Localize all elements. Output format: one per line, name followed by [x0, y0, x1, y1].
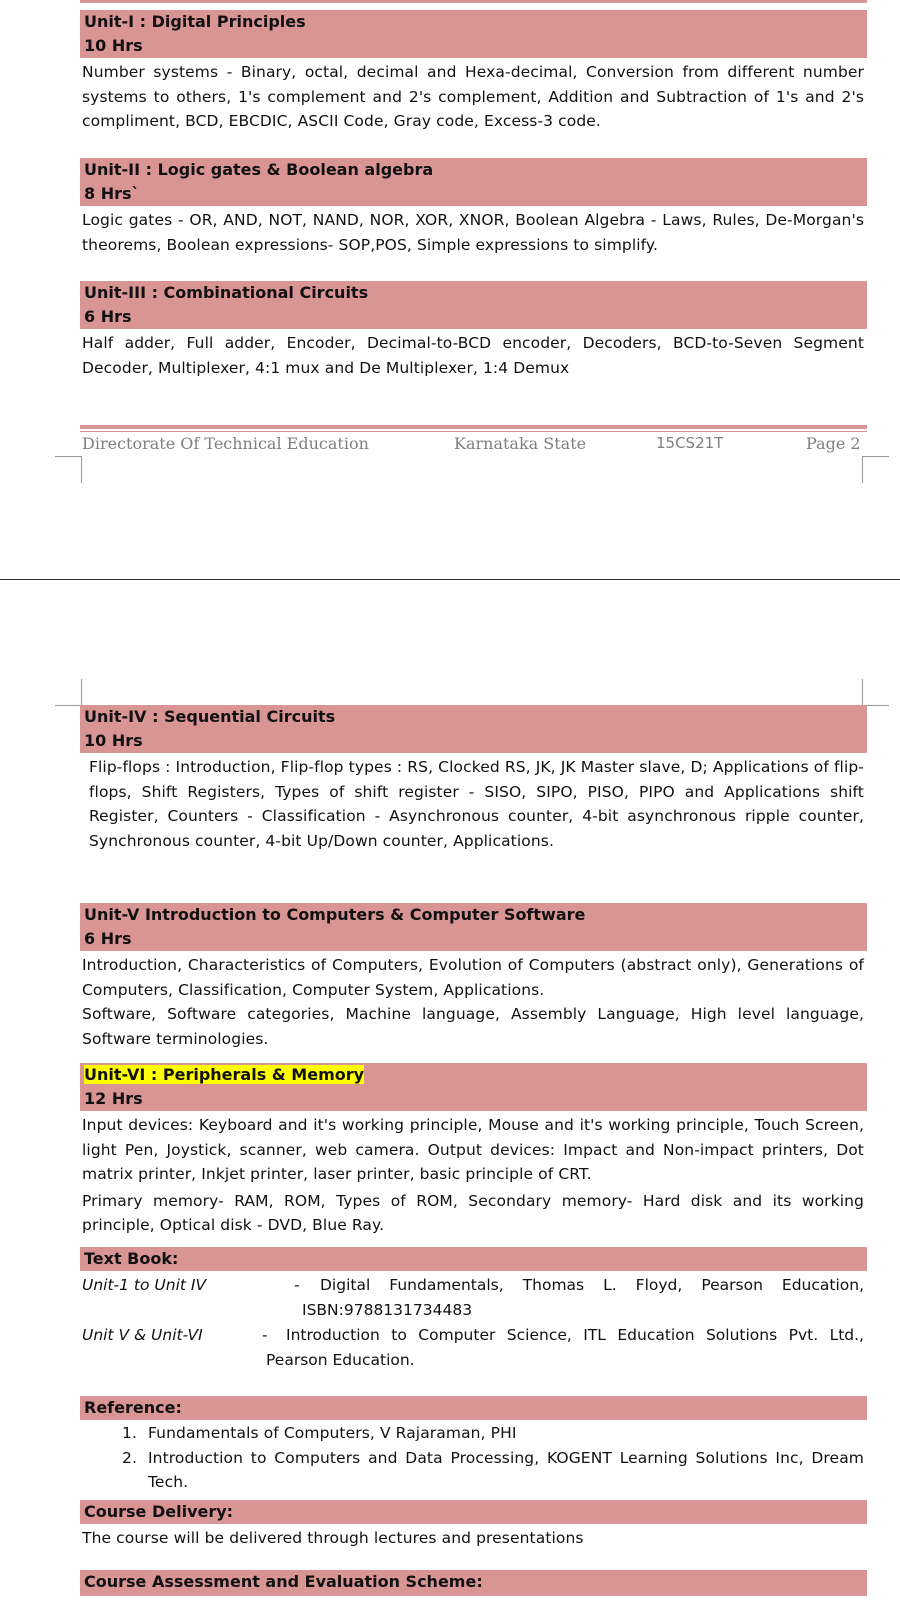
dash: - [294, 1276, 300, 1294]
unit-5-body [82, 953, 864, 1051]
unit-title: Unit-II : Logic gates & Boolean algebra [84, 160, 434, 179]
unit-2-body [82, 208, 864, 257]
unit-title: Unit-III : Combinational Circuits [84, 283, 369, 302]
textbook-heading: Text Book: [84, 1249, 179, 1268]
unit-title: Unit-V Introduction to Computers & Computer Software [84, 905, 586, 924]
footer-state: Karnataka State [454, 434, 587, 453]
unit-hours: 12 Hrs [84, 1089, 143, 1108]
unit-3-body [82, 331, 864, 380]
assessment-header [80, 1570, 867, 1596]
reference-heading: Reference: [84, 1398, 182, 1417]
footer-code: 15CS21T [656, 434, 724, 452]
textbook-label: Unit V & Unit-VI [82, 1326, 203, 1344]
footer-rule [80, 425, 867, 429]
textbook-label: Unit-1 to Unit IV [82, 1276, 207, 1294]
assessment-heading: Course Assessment and Evaluation Scheme: [84, 1572, 483, 1591]
paragraph: Introduction, Characteristics of Computers, Evolution of Computers (abstract only), Generations of Computers, Classification, Computer System, Applications. [82, 956, 864, 999]
footer-page: Page 2 [806, 434, 861, 453]
unit-3-header [80, 281, 867, 329]
unit-6-body [82, 1113, 864, 1238]
textbook-header [80, 1247, 867, 1271]
unit-hours: 6 Hrs [84, 929, 132, 948]
textbook-text: Digital Fundamentals, Thomas L. Floyd, Pearson Education, [320, 1276, 864, 1294]
textbook-row-2 [82, 1323, 864, 1372]
crop-mark [862, 456, 889, 483]
paragraph: Logic gates - OR, AND, NOT, NAND, NOR, XOR, XNOR, Boolean Algebra - Laws, Rules, De-Morgan's theorems, Boolean expressions- SOP,POS, Simple expressions to simplify. [82, 211, 864, 254]
unit-2-header [80, 158, 867, 206]
unit-title: Unit-IV : Sequential Circuits [84, 707, 336, 726]
top-rule [80, 0, 867, 3]
delivery-header [80, 1500, 867, 1524]
paragraph: Input devices: Keyboard and it's working principle, Mouse and it's working principle, Touch Screen, light Pen, Joystick, scanner, web camera. Output devices: Impact and Non-impact printers, Dot matrix printer, Inkjet printer, laser printer, basic principle of CRT. [82, 1116, 864, 1183]
paragraph: Half adder, Full adder, Encoder, Decimal-to-BCD encoder, Decoders, BCD-to-Seven Segment Decoder, Multiplexer, 4:1 mux and De Multiplexer, 1:4 Demux [82, 334, 864, 377]
unit-1-header [80, 10, 867, 58]
paragraph: Primary memory- RAM, ROM, Types of ROM, Secondary memory- Hard disk and its working principle, Optical disk - DVD, Blue Ray. [82, 1191, 864, 1234]
unit-title: Unit-I : Digital Principles [84, 12, 306, 31]
textbook-text: Introduction to Computer Science, ITL Education Solutions Pvt. Ltd., [286, 1326, 864, 1344]
delivery-heading: Course Delivery: [84, 1502, 234, 1521]
page-separator [0, 579, 900, 580]
footer-org: Directorate Of Technical Education [82, 434, 369, 453]
paragraph: Number systems - Binary, octal, decimal and Hexa-decimal, Conversion from different number systems to others, 1's complement and 2's complement, Addition and Subtraction of 1's and 2's compliment, BCD, EBCDIC, ASCII Code, Gray code, Excess-3 code. [82, 63, 864, 130]
footer-rule-thin [80, 431, 867, 432]
textbook-publisher: Pearson Education. [266, 1350, 415, 1369]
reference-item: 1. Fundamentals of Computers, V Rajaraman, PHI [142, 1421, 864, 1446]
unit-4-header [80, 705, 867, 753]
textbook-row-1 [82, 1273, 864, 1322]
dash: - [262, 1326, 268, 1344]
delivery-text: The course will be delivered through lectures and presentations [82, 1529, 584, 1547]
unit-6-header [80, 1063, 867, 1111]
crop-mark [862, 679, 889, 706]
reference-list [112, 1421, 864, 1495]
crop-mark [55, 456, 82, 483]
unit-hours: 8 Hrs` [84, 184, 140, 203]
unit-5-header [80, 903, 867, 951]
unit-hours: 6 Hrs [84, 307, 132, 326]
reference-header [80, 1396, 867, 1420]
unit-title: Unit-VI : Peripherals & Memory [84, 1065, 365, 1084]
textbook-isbn: ISBN:9788131734483 [302, 1300, 473, 1319]
paragraph: Software, Software categories, Machine language, Assembly Language, High level language, Software terminologies. [82, 1005, 864, 1048]
crop-mark [55, 679, 82, 706]
unit-1-body [82, 60, 864, 134]
unit-4-body [89, 755, 864, 853]
reference-item: 2. Introduction to Computers and Data Processing, KOGENT Learning Solutions Inc, Dream Tech. [142, 1446, 864, 1495]
unit-hours: 10 Hrs [84, 36, 143, 55]
unit-hours: 10 Hrs [84, 731, 143, 750]
paragraph: Flip-flops : Introduction, Flip-flop types : RS, Clocked RS, JK, JK Master slave, D; Applications of flip-flops, Shift Registers, Types of shift register - SISO, SIPO, PISO, PIPO and Applications shift Register, Counters - Classification - Asynchronous counter, 4-bit asynchronous ripple counter, Synchronous counter, 4-bit Up/Down counter, Applications. [89, 758, 864, 850]
